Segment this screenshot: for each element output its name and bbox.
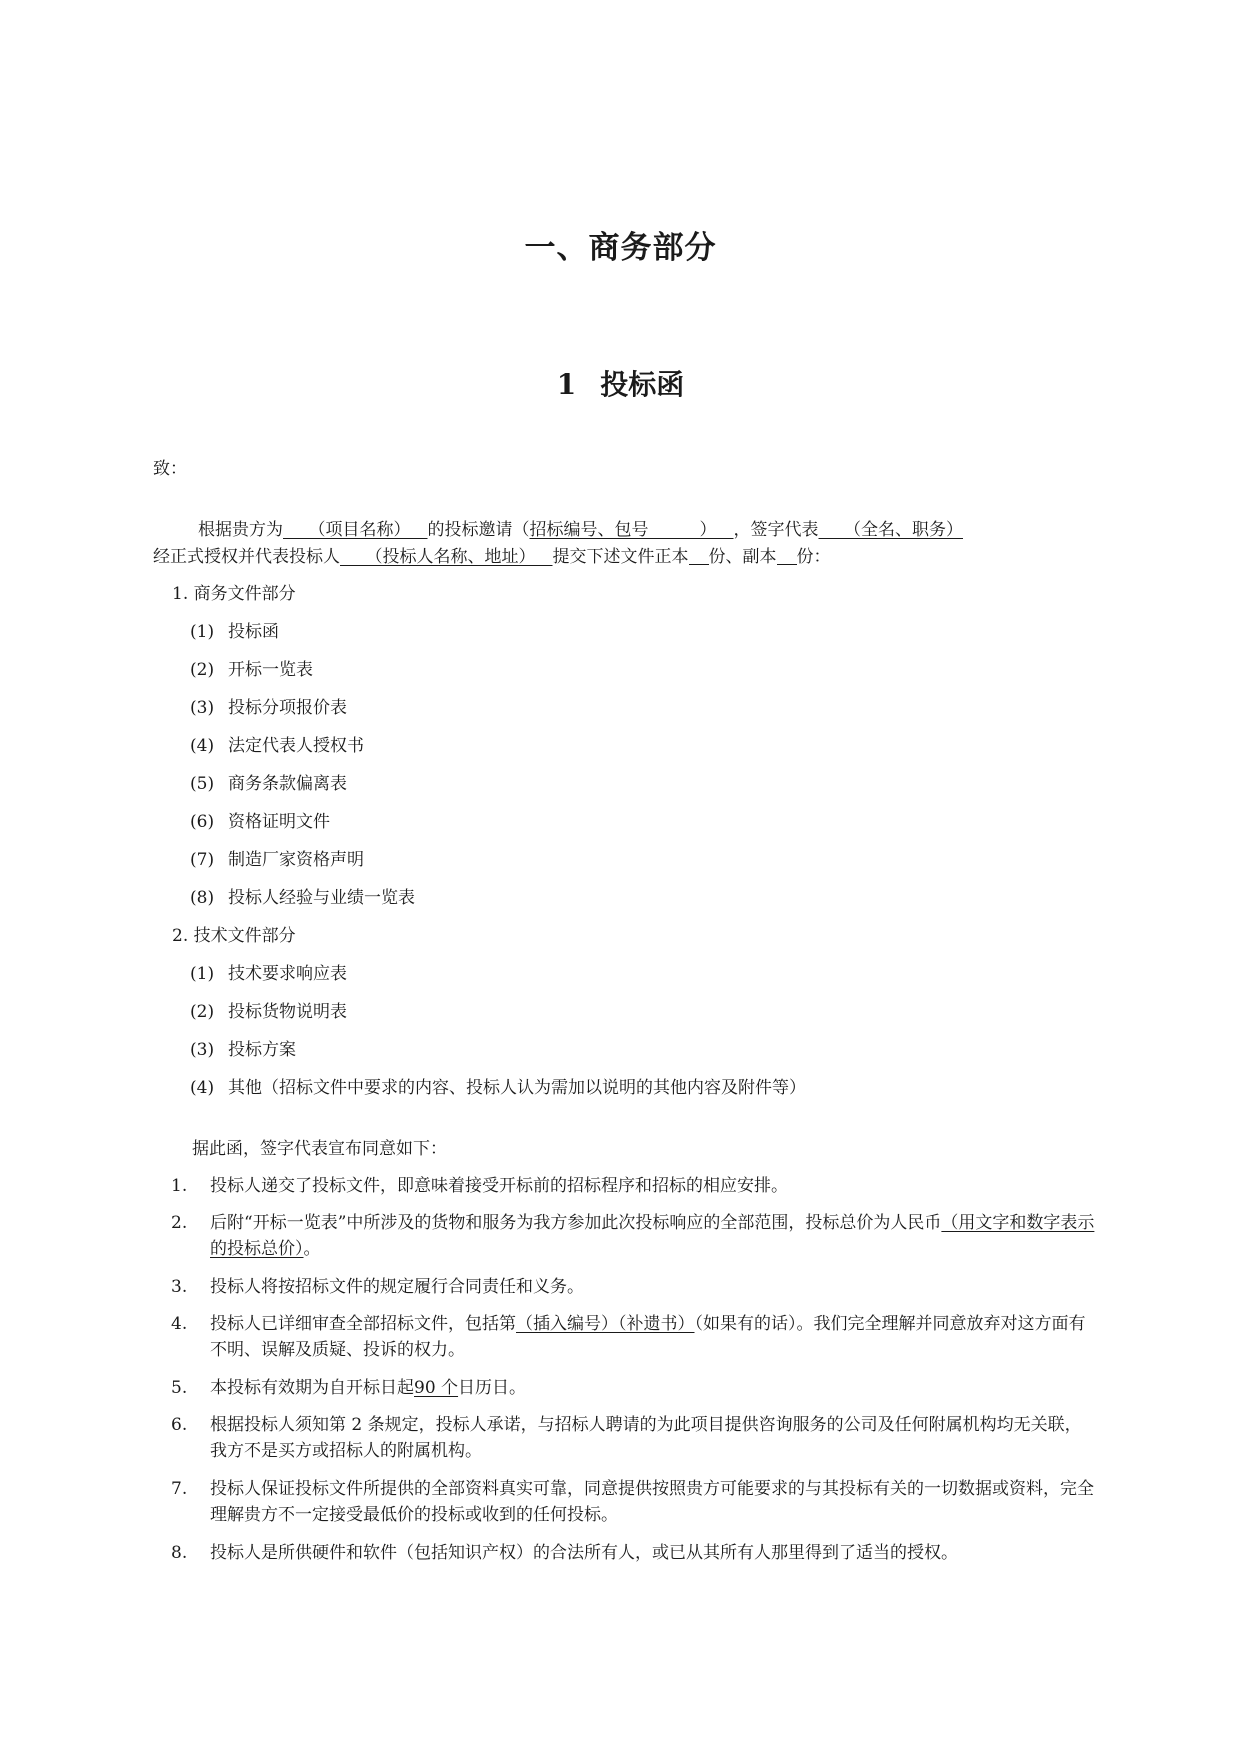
validity-days: 90 个 (414, 1378, 459, 1398)
intro-line-1 (198, 518, 963, 542)
copy-count-blank (777, 546, 797, 565)
salutation: 致： (153, 459, 187, 479)
declaration-intro: 据此函，签字代表宣布同意如下： (192, 1139, 447, 1159)
signer-placeholder: （全名、职务） (844, 520, 963, 540)
subsection-title: 投标函 (600, 368, 685, 401)
clause-text-part: （如果有的话）。我们完全理解并同意放弃对这方面有不明、误解及质疑、投诉的权力。 (210, 1314, 1086, 1360)
list-item-text: 资格证明文件 (228, 812, 330, 832)
list-item-number: (1) (190, 622, 215, 642)
clause-text: 根据投标人须知第 2 条规定，投标人承诺，与招标人聘请的为此项目提供咨询服务的公司及任何附属机构均无关联，我方不是买方或招标人的附属机构。 (210, 1415, 1082, 1461)
total-price-placeholder: （用文字和数字表示的投标总价） (210, 1213, 1095, 1259)
intro-line-2 (153, 545, 831, 569)
intro-text: 经正式授权并代表投标人 (153, 547, 340, 567)
list-item (190, 772, 347, 796)
clause-text: 投标人是所供硬件和软件（包括知识产权）的合法所有人，或已从其所有人那里得到了适当的授权。 (210, 1543, 958, 1563)
list-item-text: 投标分项报价表 (228, 698, 347, 718)
clause-number: 6. (171, 1415, 188, 1435)
intro-close-paren: ） (699, 520, 717, 540)
clause-text-part: 后附“开标一览表”中所涉及的货物和服务为我方参加此次投标响应的全部范围，投标总价为人民币 (210, 1213, 942, 1233)
list-item-number: (2) (190, 1002, 215, 1022)
list-item (190, 1038, 296, 1062)
clause-item (171, 1476, 1096, 1528)
list-item-text: 技术要求响应表 (228, 964, 347, 984)
list-item (190, 658, 313, 682)
list-item (190, 886, 415, 910)
intro-text: 份、副本 (708, 547, 777, 567)
doc-group-commercial: 1. 商务文件部分 (172, 584, 296, 604)
list-item-text: 投标货物说明表 (228, 1002, 347, 1022)
clause-text (210, 1375, 1096, 1401)
subsection-number: 1 (556, 368, 577, 401)
section-title: 一、商务部分 (524, 230, 717, 266)
clause-text: 投标人递交了投标文件，即意味着接受开标前的招标程序和招标的相应安排。 (210, 1176, 788, 1196)
list-item-number: (3) (190, 698, 215, 718)
list-item-number: (3) (190, 1040, 215, 1060)
list-item-number: (6) (190, 812, 215, 832)
doc-group-technical: 2. 技术文件部分 (172, 926, 296, 946)
addendum-placeholder: （插入编号）（补遗书） (516, 1314, 695, 1334)
list-item-text: 投标方案 (228, 1040, 296, 1060)
intro-text: ，签字代表 (733, 520, 819, 540)
list-item-text: 商务条款偏离表 (228, 774, 347, 794)
clause-number: 3. (171, 1277, 188, 1297)
clause-text (210, 1311, 1096, 1363)
clause-text (210, 1210, 1096, 1262)
intro-text: 份： (796, 547, 831, 567)
subsection-heading (0, 363, 1241, 403)
tender-number-blank (530, 520, 734, 540)
project-name-blank (283, 520, 428, 540)
intro-text: 提交下述文件正本 (552, 547, 689, 567)
intro-text: 的投标邀请（ (427, 520, 530, 540)
list-item (190, 1076, 806, 1100)
clause-item (171, 1311, 1096, 1363)
list-item-number: (1) (190, 964, 215, 984)
clause-item (171, 1540, 1096, 1566)
list-item-text: 法定代表人授权书 (228, 736, 364, 756)
clause-text: 投标人保证投标文件所提供的全部资料真实可靠，同意提供按照贵方可能要求的与其投标有关的一切数据或资料，完全理解贵方不一定接受最低价的投标或收到的任何投标。 (210, 1479, 1094, 1525)
bidder-blank (340, 547, 553, 567)
list-item (190, 810, 330, 834)
list-item (190, 620, 279, 644)
list-item (190, 696, 347, 720)
bidder-placeholder: （投标人名称、地址） (365, 547, 536, 567)
list-item (190, 848, 364, 872)
clause-item (171, 1274, 1096, 1300)
list-item-number: (7) (190, 850, 215, 870)
list-item-text: 制造厂家资格声明 (228, 850, 364, 870)
signer-blank (819, 520, 964, 540)
clause-item (171, 1375, 1096, 1401)
clause-item (171, 1412, 1096, 1464)
list-item-number: (4) (190, 736, 215, 756)
clause-item (171, 1210, 1096, 1262)
clause-number: 4. (171, 1314, 188, 1334)
clause-number: 1. (171, 1176, 188, 1196)
clause-item (171, 1173, 1096, 1199)
clause-text-part: 投标人已详细审查全部招标文件，包括第 (210, 1314, 516, 1334)
project-name-placeholder: （项目名称） (308, 520, 411, 540)
clause-text-part: 本投标有效期为自开标日起 (210, 1378, 414, 1398)
list-item-text: 开标一览表 (228, 660, 313, 680)
clause-text-part: 日历日。 (458, 1378, 527, 1398)
clause-text-part: 。 (303, 1239, 321, 1259)
list-item (190, 1000, 347, 1024)
clause-number: 2. (171, 1213, 188, 1233)
list-item-text: 投标函 (228, 622, 279, 642)
list-item-text: 投标人经验与业绩一览表 (228, 888, 415, 908)
clause-number: 7. (171, 1479, 188, 1499)
list-item-number: (2) (190, 660, 215, 680)
list-item-text: 其他（招标文件中要求的内容、投标人认为需加以说明的其他内容及附件等） (228, 1078, 806, 1098)
clause-number: 8. (171, 1543, 188, 1563)
intro-text: 根据贵方为 (198, 520, 283, 540)
list-item-number: (4) (190, 1078, 215, 1098)
list-item (190, 734, 364, 758)
tender-number-placeholder: 招标编号、包号 (529, 520, 649, 540)
list-item-number: (5) (190, 774, 215, 794)
clause-number: 5. (171, 1378, 188, 1398)
clause-text: 投标人将按招标文件的规定履行合同责任和义务。 (210, 1277, 584, 1297)
list-item-number: (8) (190, 888, 215, 908)
original-count-blank (689, 546, 709, 565)
list-item (190, 962, 347, 986)
